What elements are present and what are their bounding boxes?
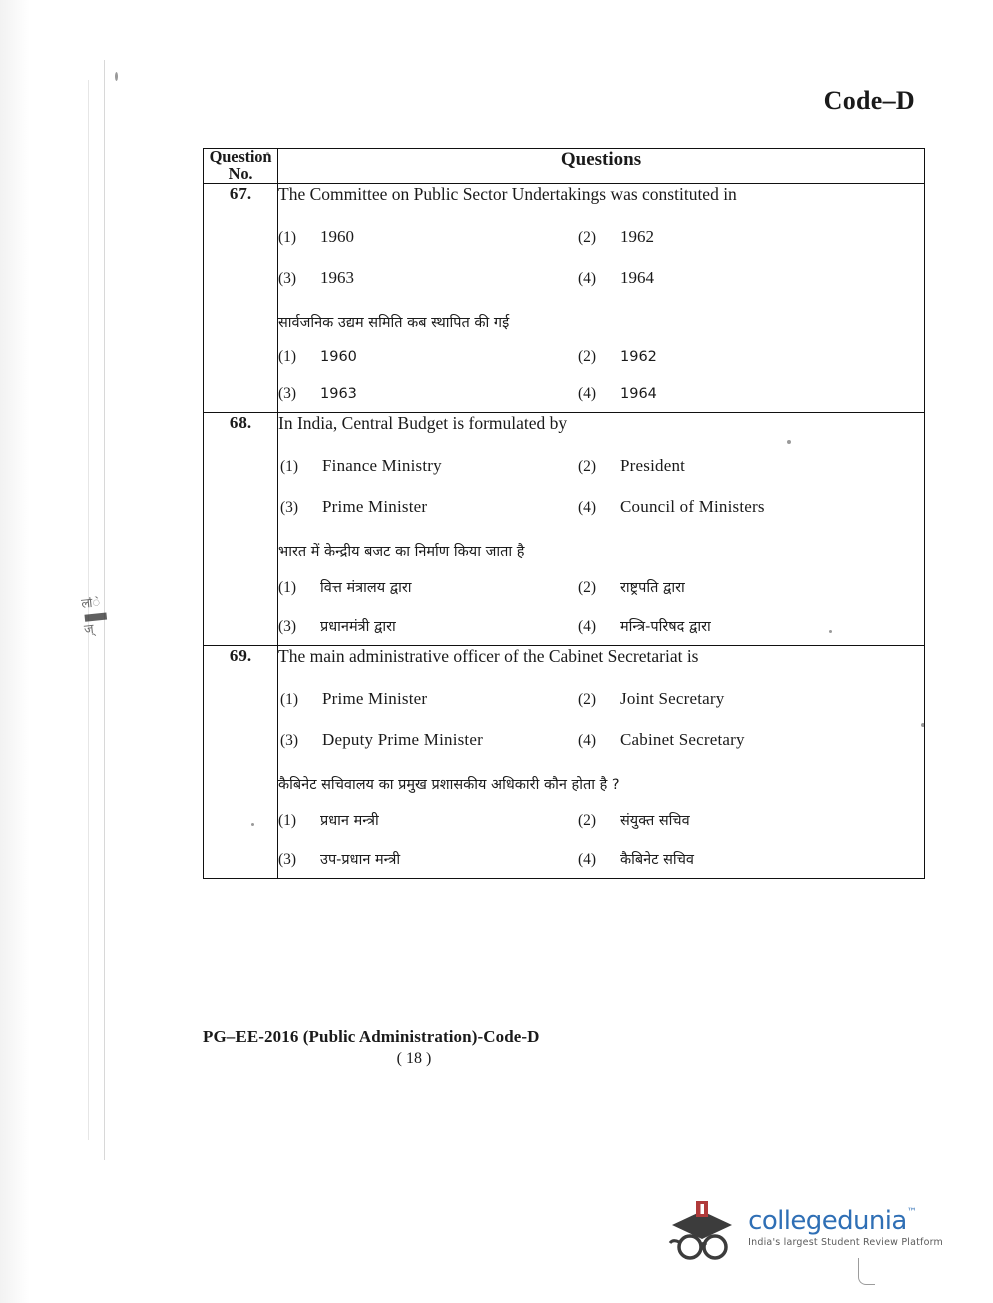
- option-1[interactable]: [278, 445, 578, 486]
- option-text: कैबिनेट सचिव: [620, 851, 694, 868]
- option-3-hindi[interactable]: [278, 839, 578, 878]
- option-text: Deputy Prime Minister: [322, 729, 483, 749]
- column-header-question-no-line2: No.: [228, 163, 253, 183]
- option-number: (2): [578, 811, 597, 829]
- option-text: उप-प्रधान मन्त्री: [320, 851, 401, 868]
- option-text: Cabinet Secretary: [620, 729, 745, 749]
- option-2-hindi[interactable]: [578, 567, 924, 606]
- option-text: 1960: [320, 226, 354, 246]
- option-text: प्रधान मन्त्री: [320, 812, 379, 829]
- option-number: (4): [578, 731, 597, 749]
- option-text: वित्त मंत्रालय द्वारा: [320, 579, 412, 596]
- options-hindi: [278, 567, 924, 645]
- option-number: (4): [578, 617, 597, 635]
- option-number: (1): [278, 811, 297, 829]
- table-row: [204, 645, 925, 878]
- option-4[interactable]: [578, 257, 924, 298]
- option-2[interactable]: [578, 678, 924, 719]
- table-row: [204, 412, 925, 645]
- table-row: [204, 183, 925, 412]
- scan-speck: [115, 72, 118, 81]
- option-number: (2): [578, 578, 597, 596]
- option-text: Council of Ministers: [620, 496, 765, 516]
- option-number: (4): [578, 269, 597, 287]
- options-hindi: [278, 800, 924, 878]
- question-stem-english: The main administrative officer of the Cabinet Secretariat is: [278, 645, 699, 666]
- column-header-question-no-line1: Question: [209, 147, 272, 166]
- option-number: (3): [278, 269, 297, 287]
- option-1[interactable]: [278, 678, 578, 719]
- option-text: प्रधानमंत्री द्वारा: [320, 618, 396, 635]
- options-english: [278, 678, 924, 760]
- question-stem-hindi: सार्वजनिक उद्यम समिति कब स्थापित की गई: [278, 314, 510, 331]
- option-1[interactable]: [278, 216, 578, 257]
- question-number: 69.: [204, 645, 278, 878]
- options-english: [278, 216, 924, 298]
- column-header-question-no: [204, 149, 278, 184]
- option-text: 1964: [620, 385, 657, 402]
- option-number: (2): [578, 690, 597, 708]
- option-2-hindi[interactable]: [578, 800, 924, 839]
- option-3[interactable]: [278, 257, 578, 298]
- scan-curl-artifact: [858, 1258, 875, 1285]
- footer-page-number: ( 18 ): [396, 1050, 432, 1067]
- option-text: President: [620, 455, 686, 475]
- collegedunia-tagline: India's largest Student Review Platform: [748, 1236, 943, 1248]
- option-number: (3): [278, 850, 297, 868]
- page-footer: [203, 1027, 925, 1068]
- question-table: [203, 148, 925, 879]
- option-1-hindi[interactable]: [278, 338, 578, 375]
- option-text: संयुक्त सचिव: [620, 812, 690, 829]
- option-number: (1): [278, 228, 297, 246]
- option-number: (2): [578, 457, 597, 475]
- footer-exam-label: PG–EE-2016 (Public Administration)-Code-D: [203, 1027, 540, 1046]
- collegedunia-logo-icon: [666, 1195, 738, 1261]
- scan-edge-shadow: [0, 0, 30, 1303]
- option-text: 1962: [620, 348, 657, 365]
- question-number: 68.: [204, 412, 278, 645]
- option-text: Joint Secretary: [620, 688, 725, 708]
- option-text: Prime Minister: [322, 688, 428, 708]
- scan-margin-smudge: ल​ि ज्: [81, 594, 126, 681]
- option-number: (3): [278, 617, 297, 635]
- option-4-hindi[interactable]: [578, 375, 924, 412]
- option-number: (2): [578, 228, 597, 246]
- collegedunia-name-text: collegedunia: [748, 1206, 907, 1237]
- option-number: (4): [578, 498, 597, 516]
- option-number: (1): [278, 578, 297, 596]
- question-body: [278, 183, 925, 412]
- question-stem-hindi: कैबिनेट सचिवालय का प्रमुख प्रशासकीय अधिकारी कौन होता है ?: [278, 776, 620, 793]
- option-number: (3): [280, 731, 299, 749]
- option-3-hindi[interactable]: [278, 606, 578, 645]
- options-hindi: [278, 338, 924, 412]
- option-4-hindi[interactable]: [578, 839, 924, 878]
- option-number: (4): [578, 384, 597, 402]
- option-text: राष्ट्रपति द्वारा: [620, 579, 685, 596]
- option-text: 1963: [320, 267, 354, 287]
- options-english: [278, 445, 924, 527]
- option-text: मन्त्रि-परिषद द्वारा: [620, 618, 711, 635]
- paper-code-label: Code–D: [823, 86, 915, 115]
- option-1-hindi[interactable]: [278, 567, 578, 606]
- option-text: 1962: [620, 226, 654, 246]
- table-header-row: [204, 149, 925, 184]
- option-number: (2): [578, 347, 597, 365]
- question-number: 67.: [204, 183, 278, 412]
- option-text: 1964: [620, 267, 654, 287]
- collegedunia-wordmark: [748, 1208, 943, 1247]
- collegedunia-watermark: [666, 1195, 943, 1261]
- question-stem-english: The Committee on Public Sector Undertakings was constituted in: [278, 183, 737, 204]
- question-stem-hindi: भारत में केन्द्रीय बजट का निर्माण किया जाता है: [278, 543, 525, 560]
- option-4[interactable]: [578, 719, 924, 760]
- option-2[interactable]: [578, 216, 924, 257]
- question-body: [278, 412, 925, 645]
- option-number: (1): [280, 690, 299, 708]
- option-number: (3): [278, 384, 297, 402]
- trademark-symbol: ™: [906, 1207, 917, 1219]
- question-stem-english: In India, Central Budget is formulated by: [278, 412, 568, 433]
- option-1-hindi[interactable]: [278, 800, 578, 839]
- option-2-hindi[interactable]: [578, 338, 924, 375]
- option-text: Finance Ministry: [322, 455, 442, 475]
- column-header-questions: Questions: [278, 149, 925, 184]
- option-4[interactable]: [578, 486, 924, 527]
- question-body: [278, 645, 925, 878]
- option-text: 1960: [320, 348, 357, 365]
- option-3[interactable]: [278, 719, 578, 760]
- option-number: (3): [280, 498, 299, 516]
- question-table-container: [203, 148, 925, 879]
- option-number: (1): [278, 347, 297, 365]
- option-3-hindi[interactable]: [278, 375, 578, 412]
- option-number: (1): [280, 457, 299, 475]
- option-2[interactable]: [578, 445, 924, 486]
- option-text: Prime Minister: [322, 496, 428, 516]
- option-number: (4): [578, 850, 597, 868]
- option-3[interactable]: [278, 486, 578, 527]
- option-text: 1963: [320, 385, 357, 402]
- collegedunia-name: [748, 1208, 943, 1235]
- option-4-hindi[interactable]: [578, 606, 924, 645]
